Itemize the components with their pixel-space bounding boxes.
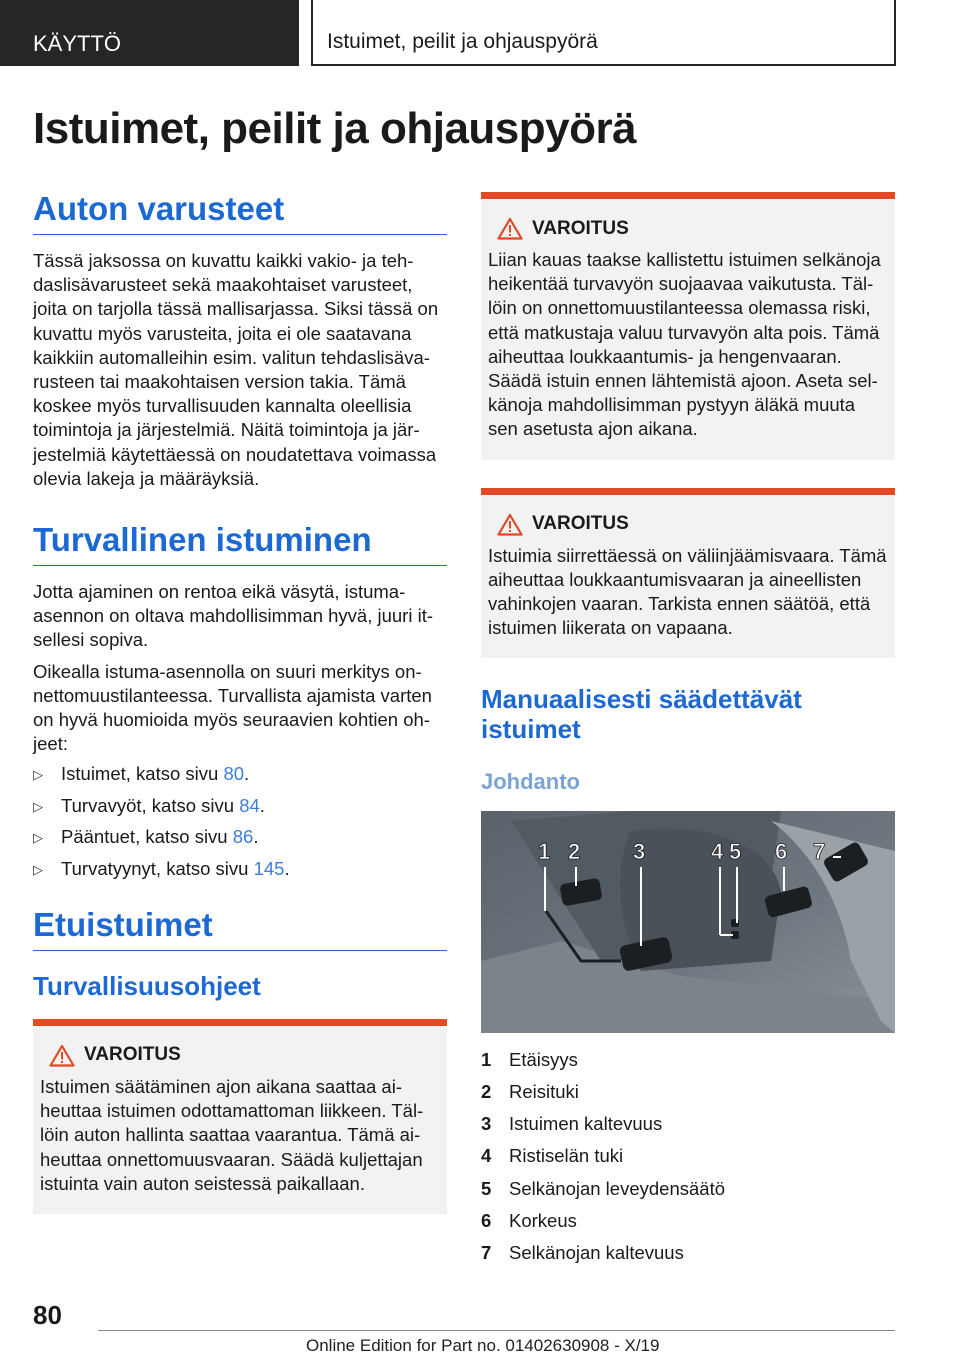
equipment-heading: Auton varusteet xyxy=(33,190,447,235)
triangle-bullet-icon: ▷ xyxy=(33,830,43,846)
warning-triangle-icon xyxy=(488,217,532,240)
warning-text: Liian kauas taakse kallistettu istuimen selkänoja heikentää turvavyön suojaavaa vaikutusta. Tällöin on onnettomuustilanteessa olemassa riski, että matkustaja valuu turvavyön alta pois. Tämä aiheuttaa loukkaantumis- ja hengenvaaran. Säädä istuin ennen lähtemistä ajoon. Aseta selkänoja mahdollisimman pystyyn äläkä muuta sen asetusta ajon aikana. xyxy=(488,249,881,440)
warning-title: VAROITUS xyxy=(532,217,629,239)
callout-2: 2 xyxy=(568,839,581,865)
edition-footer: Online Edition for Part no. 01402630908 - X/19 xyxy=(306,1336,660,1355)
list-item: ▷ Pääntuet, katso sivu 86. xyxy=(33,825,447,850)
page-title: Istuimet, peilit ja ohjauspyörä xyxy=(33,104,637,153)
callout-1: 1 xyxy=(538,839,551,865)
page-number: 80 xyxy=(33,1300,62,1330)
safe-sitting-text-1: Jotta ajaminen on rentoa eikä väsytä, istumaasennon on oltava mahdollisimman hyvä, juuri itsellesi sopiva. xyxy=(33,581,434,651)
section-tab: KÄYTTÖ xyxy=(0,0,299,66)
seat-controls-illustration xyxy=(481,811,895,1033)
warning-box xyxy=(33,1019,447,1214)
callout-5: 5 xyxy=(729,839,742,865)
list-item: ▷ Istuimet, katso sivu 80. xyxy=(33,762,447,787)
callout-7: 7 xyxy=(813,839,826,865)
callout-4: 4 xyxy=(711,839,724,865)
warning-box xyxy=(481,488,895,659)
warning-text: Istuimia siirrettäessä on väliinjäämisvaara. Tämä aiheuttaa loukkaantumisvaaran ja aineellisten vahinkojen vaaran. Tarkista ennen säätöä, että istuimen liikerata on vapaana. xyxy=(488,544,887,639)
warning-triangle-icon xyxy=(488,513,532,536)
callout-6: 6 xyxy=(775,839,788,865)
right-column xyxy=(481,192,895,1270)
legend-item: 6 Korkeus xyxy=(481,1210,577,1232)
callout-3: 3 xyxy=(633,839,646,865)
warning-title: VAROITUS xyxy=(84,1044,181,1066)
page-header xyxy=(0,0,960,66)
triangle-bullet-icon: ▷ xyxy=(33,798,43,814)
warning-title: VAROITUS xyxy=(532,513,629,535)
warning-triangle-icon xyxy=(40,1044,84,1067)
legend-item: 4 Ristiselän tuki xyxy=(481,1145,624,1167)
legend-item: 3 Istuimen kaltevuus xyxy=(481,1113,663,1135)
manual-seats-heading: Manuaalisesti säädettävät istuimet xyxy=(481,684,802,745)
warning-box xyxy=(481,192,895,460)
safe-sitting-text-2: Oikealla istuma-asennolla on suuri merkitys onnettomuustilanteessa. Turvallista ajamista varten on hyvä huomioida myös seuraavien kohtien ohjeet: xyxy=(33,660,432,755)
legend-item: 5 Selkänojan leveydensäätö xyxy=(481,1177,725,1199)
legend-item: 1 Etäisyys xyxy=(481,1048,578,1070)
legend-item: 2 Reisituki xyxy=(481,1080,579,1102)
safety-subheading: Turvallisuusohjeet xyxy=(33,970,261,1001)
page-link[interactable]: 86 xyxy=(232,826,254,848)
chapter-tab: Istuimet, peilit ja ohjauspyörä xyxy=(311,0,896,66)
left-column xyxy=(33,190,447,1214)
legend-item: 7 Selkänojan kaltevuus xyxy=(481,1242,684,1264)
front-seats-heading: Etuistuimet xyxy=(33,906,447,951)
page-link[interactable]: 145 xyxy=(253,857,285,879)
reference-list xyxy=(33,762,447,882)
equipment-text: Tässä jaksossa on kuvattu kaikki vakio- ja tehdaslisävarusteet sekä maakohtaiset varusteet, joita on tarjolla tässä mallisarjassa. Siksi tässä on kuvattu myös varusteita, joita ei ole saatavana kaikkiin automalleihin esim. valitun tehdaslisävarusteen tai maakohtaisen version takia. Tämä koskee myös turvallisuuden kannalta oleellisia toimintoja ja järjestelmiä. Näitä toimintoja ja järjestelmiä käytettäessä on noudatettava voimassa olevia lakeja ja määräyksiä. xyxy=(33,250,439,489)
page-link[interactable]: 80 xyxy=(223,763,245,785)
triangle-bullet-icon: ▷ xyxy=(33,767,43,783)
triangle-bullet-icon: ▷ xyxy=(33,861,43,877)
page-link[interactable]: 84 xyxy=(239,794,260,816)
list-item: ▷ Turvavyöt, katso sivu 84. xyxy=(33,794,447,819)
intro-heading: Johdanto xyxy=(481,769,580,795)
warning-text: Istuimen säätäminen ajon aikana saattaa aiheuttaa istuimen odottamattoman liikkeen. Tällöin auton hallinta saattaa vaarantua. Tämä aiheuttaa onnettomuusvaaran. Säädä kuljettajan istuinta vain auton seistessä paikallaan. xyxy=(40,1075,424,1194)
list-item: ▷ Turvatyynyt, katso sivu 145. xyxy=(33,857,447,882)
footer-divider xyxy=(98,1330,895,1331)
figure-legend xyxy=(481,1043,895,1269)
safe-sitting-heading: Turvallinen istuminen xyxy=(33,521,447,566)
